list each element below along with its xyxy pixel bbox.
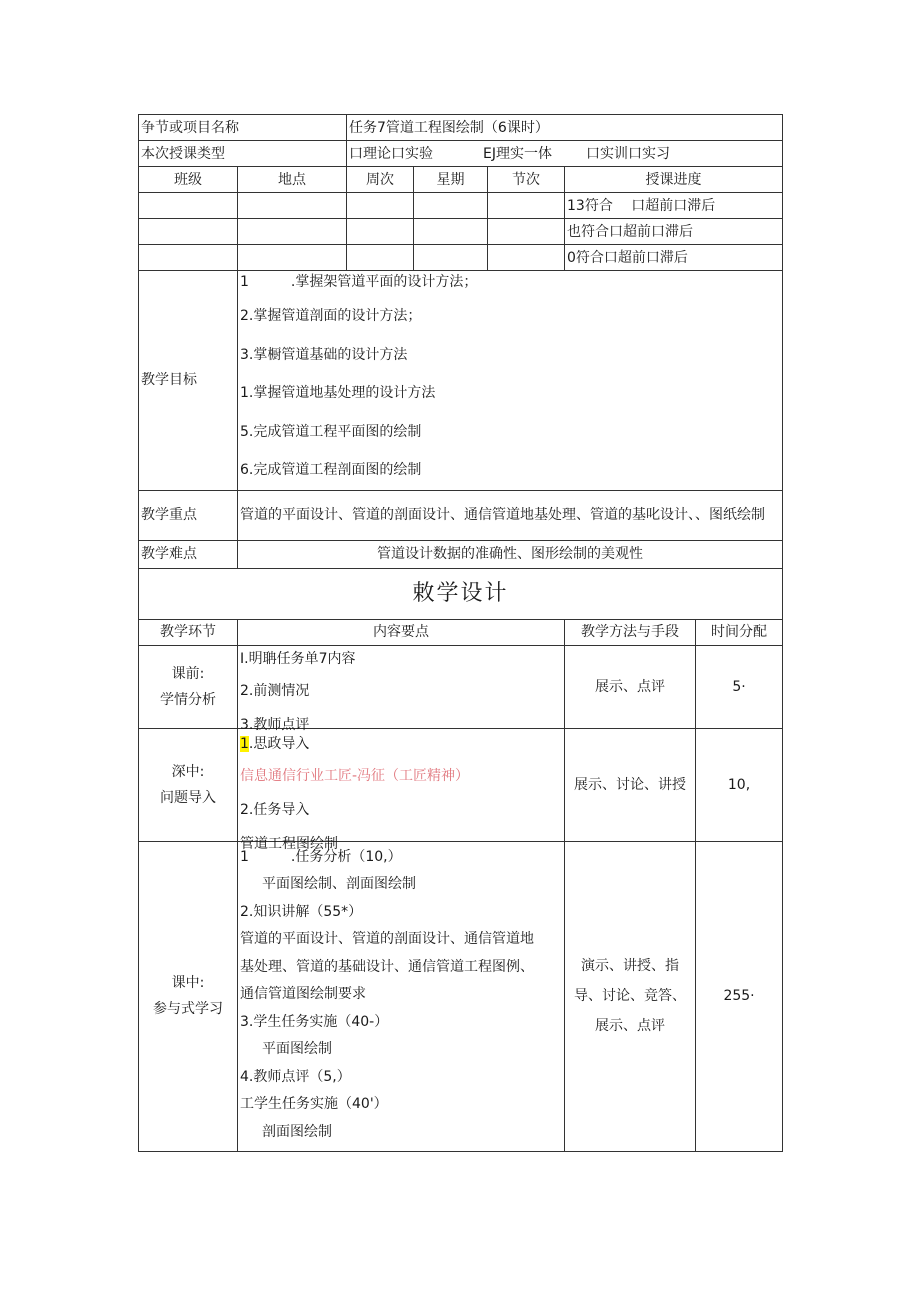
time-cell: 10, [696,728,783,841]
project-name-value: 任务7管道工程图绘制（6课时） [347,115,783,141]
schedule-row [139,193,783,219]
stage-line: 学情分析 [160,691,216,708]
lesson-type-options [347,141,783,167]
content-line: I.明聃任务单7内容 [240,650,356,667]
col-weekday: 星期 [414,167,488,193]
design-row-inclass [139,841,783,1151]
col-location: 地点 [238,167,347,193]
col-class: 班级 [139,167,238,193]
time-cell: 5· [696,645,783,728]
method-cell [565,841,696,1151]
content-line: 2.知识讲解（55*） [240,903,363,920]
lesson-plan-page [138,114,782,1152]
content-line: 4.教师点评（5,） [240,1068,351,1085]
objectives-list [238,271,783,491]
content-line: 工学生任务实施（40'） [240,1096,388,1112]
stage-cell [139,841,238,1151]
time-cell: 255· [696,841,783,1151]
content-line: 管道的平面设计、管道的剖面设计、通信管道地 [240,931,534,947]
content-line: 平面图绘制 [262,1041,332,1057]
stage-line: 课前: [171,665,205,682]
content-line: 剖面图绘制 [262,1123,332,1140]
objective-item: 5.完成管道工程平面图的绘制 [240,423,422,440]
difficulties-text: 管道设计数据的准确性、图形绘制的美观性 [238,540,783,568]
content-line: .思政导入 [248,735,310,752]
col-week: 周次 [347,167,414,193]
design-col-time: 时间分配 [696,619,783,645]
method-cell: 展示、点评 [565,645,696,728]
schedule-row [139,219,783,245]
design-title-row [139,568,783,619]
lesson-type-label: 本次授课类型 [139,141,347,167]
objectives-row [139,271,783,491]
design-row-preclass [139,645,783,728]
schedule-row [139,245,783,271]
method-line: 导、讨论、竞答、 [574,988,686,1004]
content-line: 1 .任务分析（10,） [240,848,402,865]
lesson-type-option-1: 口理论口实验 [349,145,433,162]
progress-cell: 13符合 口超前口滞后 [565,193,783,219]
col-progress: 授课进度 [565,167,783,193]
project-name-row [139,115,783,141]
schedule-header-row [139,167,783,193]
stage-cell [139,728,238,841]
stage-line: 问题导入 [160,789,216,806]
method-line: 展示、点评 [595,1018,665,1034]
key-points-text: 管道的平面设计、管道的剖面设计、通信管道地基处理、管道的基叱设计、、图纸绘制 [238,490,783,540]
content-line: 2.前测情况 [240,682,310,699]
difficulties-label: 教学难点 [139,540,238,568]
stage-line: 参与式学习 [153,1001,223,1017]
design-col-method: 教学方法与手段 [565,619,696,645]
stage-line: 课中: [171,975,205,991]
objective-item: 1 .掌握架管道平面的设计方法； [240,274,478,290]
content-line: 管道工程图绘制 [240,835,338,852]
col-period: 节次 [488,167,565,193]
objective-item: 6.完成管道工程剖面图的绘制 [240,462,422,478]
content-line: 3.教师点评 [240,716,310,733]
lesson-type-option-2: EJ理实一体 [483,145,552,162]
method-cell: 展示、讨论、讲授 [565,728,696,841]
design-col-stage: 教学环节 [139,619,238,645]
project-name-label: 争节或项目名称 [139,115,347,141]
content-number-highlight: 1 [240,735,249,752]
design-row-intro [139,728,783,841]
stage-line: 深中: [171,763,205,780]
method-line: 演示、讲授、指 [581,958,679,974]
progress-cell: 也符合口超前口滞后 [565,219,783,245]
design-title: 敕学设计 [139,568,783,619]
content-line: 基处理、管道的基础设计、通信管道工程图例、 [240,958,534,975]
objective-item: 1.掌握管道地基处理的设计方法 [240,385,436,401]
objectives-label: 教学目标 [139,271,238,491]
content-line: 平面图绘制、剖面图绘制 [262,876,416,892]
content-cell [238,645,565,733]
key-points-label: 教学重点 [139,490,238,540]
difficulties-row [139,540,783,568]
design-header-row [139,619,783,645]
objective-item: 3.掌橱管道基础的设计方法 [240,346,408,363]
content-line-red: 信息通信行业工匠-冯征（工匠精神） [240,767,470,784]
design-col-content: 内容要点 [238,619,565,645]
key-points-row [139,490,783,540]
lesson-type-row [139,141,783,167]
objective-item: 2.掌握管道剖面的设计方法； [240,308,422,324]
lesson-type-option-3: 口实训口实习 [585,145,670,162]
lesson-plan-table [138,114,783,1152]
content-cell [238,841,565,1151]
content-line: 2.任务导入 [240,801,310,818]
stage-cell [139,645,238,728]
content-cell [238,728,565,852]
progress-cell: 0符合口超前口滞后 [565,245,783,271]
content-line: 通信管道图绘制要求 [240,986,366,1002]
content-line: 3.学生任务实施（40-） [240,1013,389,1030]
